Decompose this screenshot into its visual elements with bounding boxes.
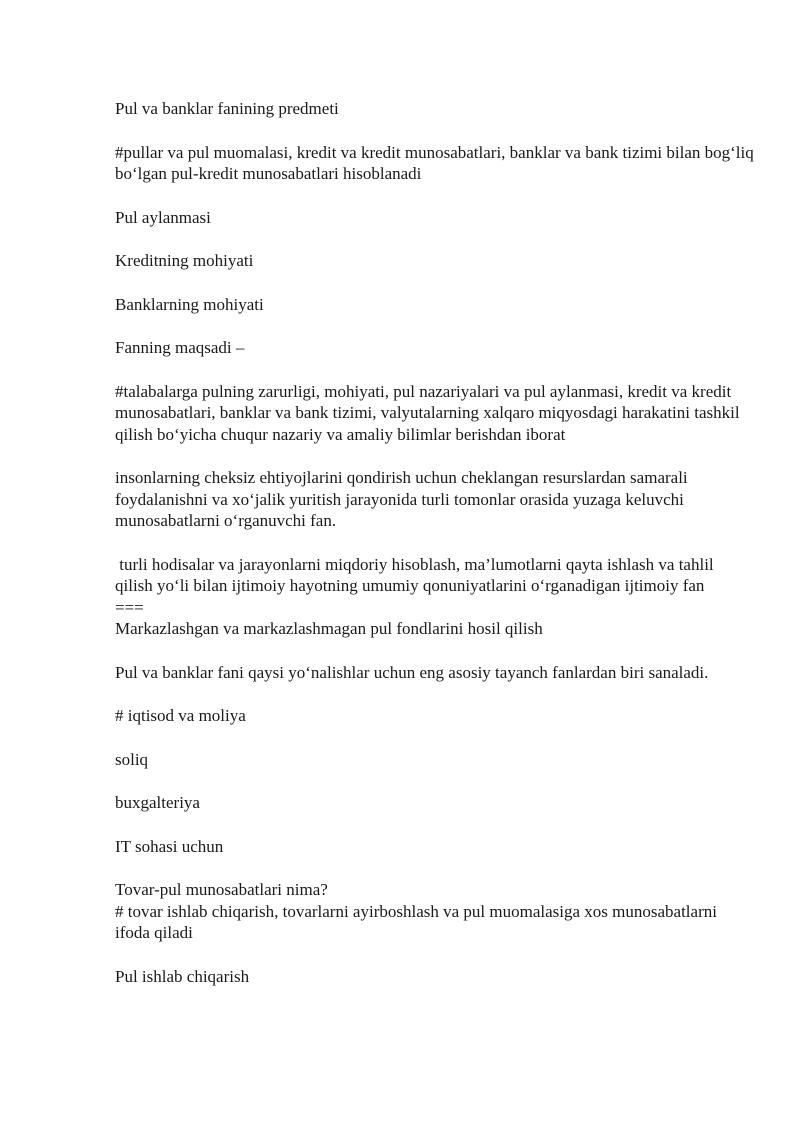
- paragraph-option: buxgalteriya: [115, 793, 200, 812]
- paragraph-option: IT sohasi uchun: [115, 836, 224, 856]
- paragraph-subject-heading: Pul va banklar fanining predmeti: [115, 99, 339, 118]
- paragraph-option: soliq: [115, 749, 149, 769]
- paragraph-option: turli hodisalar va jarayonlarni miqdoriy hisoblash, ma’lumotlarni qayta ishlash va tahlil qilish yo‘li bilan ijtimoiy hayotning umumiy qonuniyatlarini o‘rganadigan ijtimoiy fan: [115, 554, 718, 595]
- paragraph-option: Markazlashgan va markazlashmagan pul fondlarini hosil qilish: [115, 619, 543, 638]
- paragraph-option: Pul aylanmasi: [115, 207, 211, 227]
- paragraph-goal-heading: Fanning maqsadi –: [115, 338, 245, 357]
- document-body: [115, 98, 759, 1009]
- paragraph-subject-answer: #pullar va pul muomalasi, kredit va kredit munosabatlari, banklar va bank tizimi bilan bog‘liq bo‘lgan pul-kredit munosabatlari hisoblanadi: [115, 142, 759, 183]
- paragraph-option: Banklarning mohiyati: [115, 294, 264, 314]
- separator-text: ===: [115, 597, 144, 617]
- paragraph-option: Kreditning mohiyati: [115, 251, 254, 270]
- paragraph-question: Tovar-pul munosabatlari nima?: [115, 880, 328, 899]
- paragraph-option: Pul ishlab chiqarish: [115, 966, 250, 986]
- paragraph-answer: # iqtisod va moliya: [115, 706, 246, 725]
- paragraph-answer: # tovar ishlab chiqarish, tovarlarni ayirboshlash va pul muomalasiga xos munosabatlarni ifoda qiladi: [115, 901, 722, 942]
- paragraph-question: Pul va banklar fani qaysi yo‘nalishlar uchun eng asosiy tayanch fanlardan biri sanaladi.: [115, 662, 709, 682]
- paragraph-option: insonlarning cheksiz ehtiyojlarini qondirish uchun cheklangan resurslardan samarali foydalanishni va xo‘jalik yuritish jarayonida turli tomonlar orasida yuzaga keluvchi munosabatlarni o‘rganuvchi fan.: [115, 468, 692, 530]
- paragraph-goal-answer: #talabalarga pulning zarurligi, mohiyati, pul nazariyalari va pul aylanmasi, kredit va kredit munosabatlari, banklar va bank tizimi, valyutalarning xalqaro miqyosdagi harakatini tashkil qilish bo‘yicha chuqur nazariy va amaliy bilimlar berishdan iborat: [115, 381, 744, 444]
